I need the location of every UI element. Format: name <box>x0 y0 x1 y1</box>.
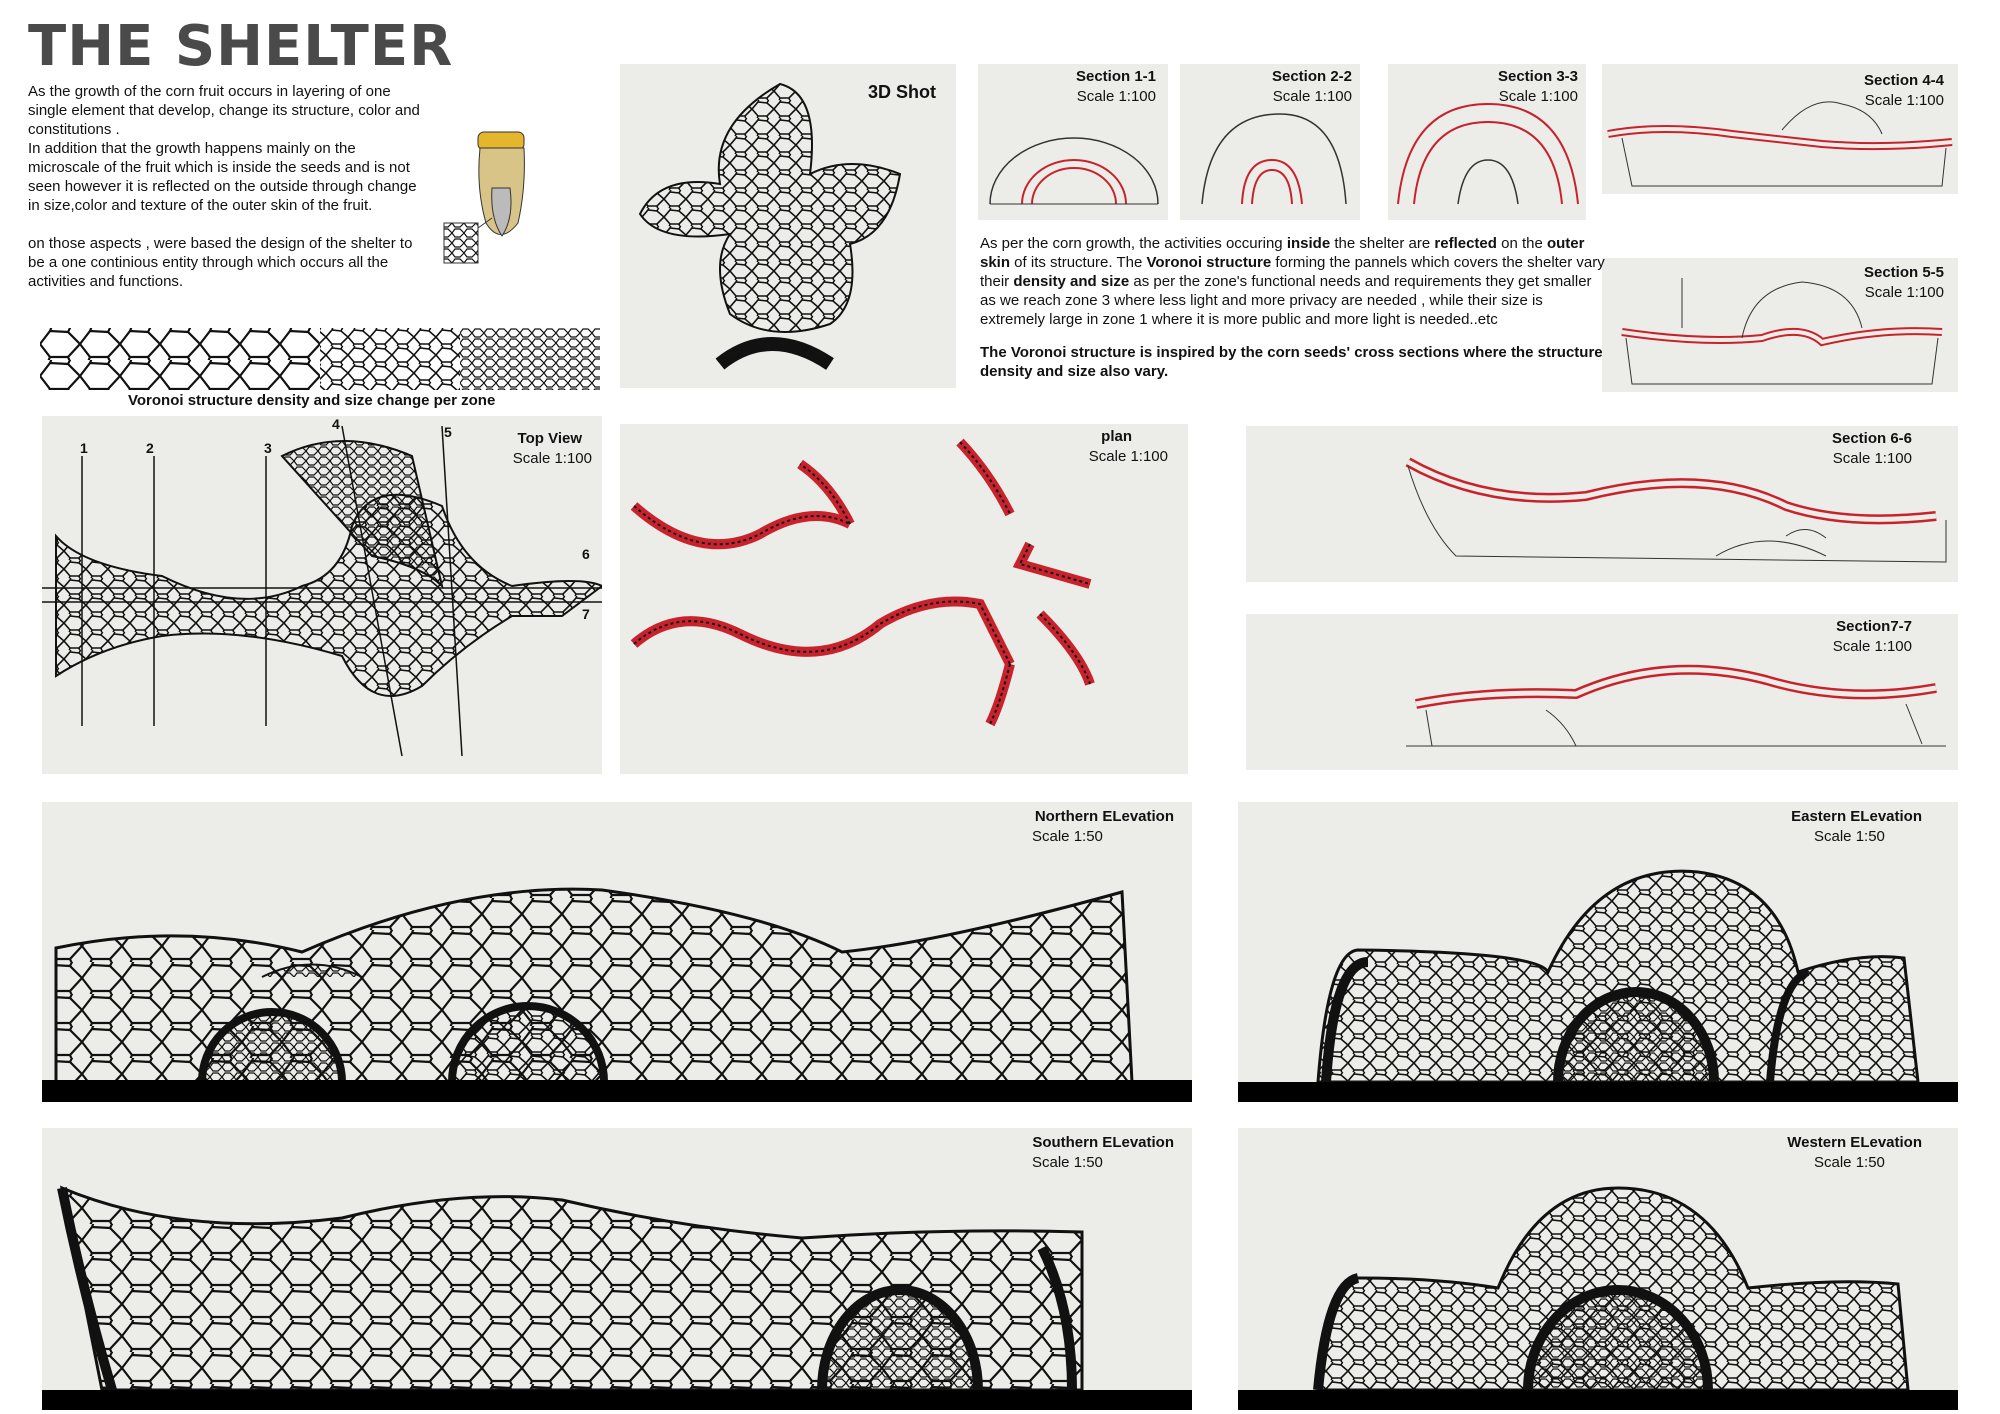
intro-paragraph-1: As the growth of the corn fruit occurs in layering of one single element that develop, change its structure, color and constitutions . In addition that the growth happens mainly on the microscale of the fruit which is inside the seeds and is not seen however it is reflected on the outside through change in size,color and texture of the outer skin of the fruit. <box>28 83 420 214</box>
panel-title: Section 4-4 <box>1863 72 1944 89</box>
panel-title: Top View <box>517 430 582 447</box>
voronoi-density-strip <box>40 328 600 390</box>
panel-title: Section 6-6 <box>1831 430 1912 447</box>
panel-title: plan <box>1101 428 1132 445</box>
desc-bold: inside <box>1286 235 1331 252</box>
desc-part: of its structure. The <box>1010 254 1147 271</box>
panel-scale: Scale 1:100 <box>1864 284 1944 301</box>
panel-title: Northern ELevation <box>1034 808 1174 825</box>
panel-section-6-6 <box>1246 426 1958 582</box>
ground-line <box>1238 1082 1958 1102</box>
corn-seed-illustration <box>440 128 520 278</box>
panel-section-5-5 <box>1602 258 1958 392</box>
panel-scale: Scale 1:50 <box>1032 1154 1103 1171</box>
intro-paragraph-2: on those aspects , were based the design of the shelter to be a one continious entity through which occurs all the activities and functions. <box>28 235 413 290</box>
panel-title: Eastern ELevation <box>1791 808 1922 825</box>
panel-title: Southern ELevation <box>1032 1134 1174 1151</box>
panel-plan <box>620 424 1188 774</box>
section-mark-3: 3 <box>264 440 272 456</box>
panel-3d-shot <box>620 64 956 388</box>
panel-title: Section 2-2 <box>1271 68 1352 85</box>
panel-scale: Scale 1:100 <box>1272 88 1352 105</box>
desc-bold: Voronoi structure <box>1146 254 1272 271</box>
description-paragraph-1 <box>980 234 1610 329</box>
panel-top-view <box>42 416 602 774</box>
section-mark-1: 1 <box>80 440 88 456</box>
panel-title: 3D Shot <box>867 82 936 102</box>
desc-part: As per the corn growth, the activities occuring <box>980 235 1287 252</box>
ground-line <box>1238 1390 1958 1410</box>
panel-title: Section7-7 <box>1836 618 1912 635</box>
desc-part: the shelter are <box>1330 235 1435 252</box>
panel-title: Western ELevation <box>1787 1134 1922 1151</box>
section-mark-4: 4 <box>332 416 340 432</box>
panel-section-2-2 <box>1180 64 1360 220</box>
desc-bold: density and size <box>1013 273 1130 290</box>
page-title: THE SHELTER <box>28 14 454 79</box>
panel-northern-elevation <box>42 802 1192 1102</box>
panel-scale: Scale 1:100 <box>1832 638 1912 655</box>
voronoi-caption: Voronoi structure density and size change per zone <box>128 392 496 409</box>
intro-text <box>28 82 428 310</box>
section-mark-6: 6 <box>582 546 590 562</box>
panel-section-1-1 <box>978 64 1168 220</box>
section-mark-2: 2 <box>146 440 154 456</box>
panel-eastern-elevation <box>1238 802 1958 1102</box>
desc-part: forming the pannels which covers the shelter vary their <box>980 254 1605 290</box>
ground-line <box>42 1080 1192 1102</box>
panel-scale: Scale 1:100 <box>1832 450 1912 467</box>
desc-bold: outer skin <box>980 235 1585 271</box>
panel-scale: Scale 1:50 <box>1032 828 1103 845</box>
panel-section-7-7 <box>1246 614 1958 770</box>
panel-scale: Scale 1:50 <box>1814 1154 1885 1171</box>
panel-section-3-3 <box>1388 64 1586 220</box>
panel-western-elevation <box>1238 1128 1958 1410</box>
panel-title: Section 3-3 <box>1497 68 1578 85</box>
description-text <box>980 234 1610 395</box>
section-mark-5: 5 <box>444 424 452 440</box>
panel-title: Section 5-5 <box>1863 264 1944 281</box>
panel-southern-elevation <box>42 1128 1192 1410</box>
panel-section-4-4 <box>1602 64 1958 194</box>
desc-bold: reflected <box>1434 235 1497 252</box>
section-mark-7: 7 <box>582 606 590 622</box>
panel-scale: Scale 1:100 <box>1498 88 1578 105</box>
panel-scale: Scale 1:50 <box>1814 828 1885 845</box>
ground-line <box>42 1390 1192 1410</box>
panel-scale: Scale 1:100 <box>1864 92 1944 109</box>
panel-scale: Scale 1:100 <box>512 450 592 467</box>
panel-title: Section 1-1 <box>1075 68 1156 85</box>
panel-scale: Scale 1:100 <box>1088 448 1168 465</box>
desc-part: on the <box>1496 235 1547 252</box>
panel-scale: Scale 1:100 <box>1076 88 1156 105</box>
desc-part: as per the zone's functional needs and requirements they get smaller as we reach zone 3 where less light and more privacy are needed , while their size is extremely large in zone 1 where it is more public and more light is needed..etc <box>980 273 1592 328</box>
description-paragraph-2: The Voronoi structure is inspired by the corn seeds' cross sections where the structure density and size also vary. <box>980 344 1603 380</box>
